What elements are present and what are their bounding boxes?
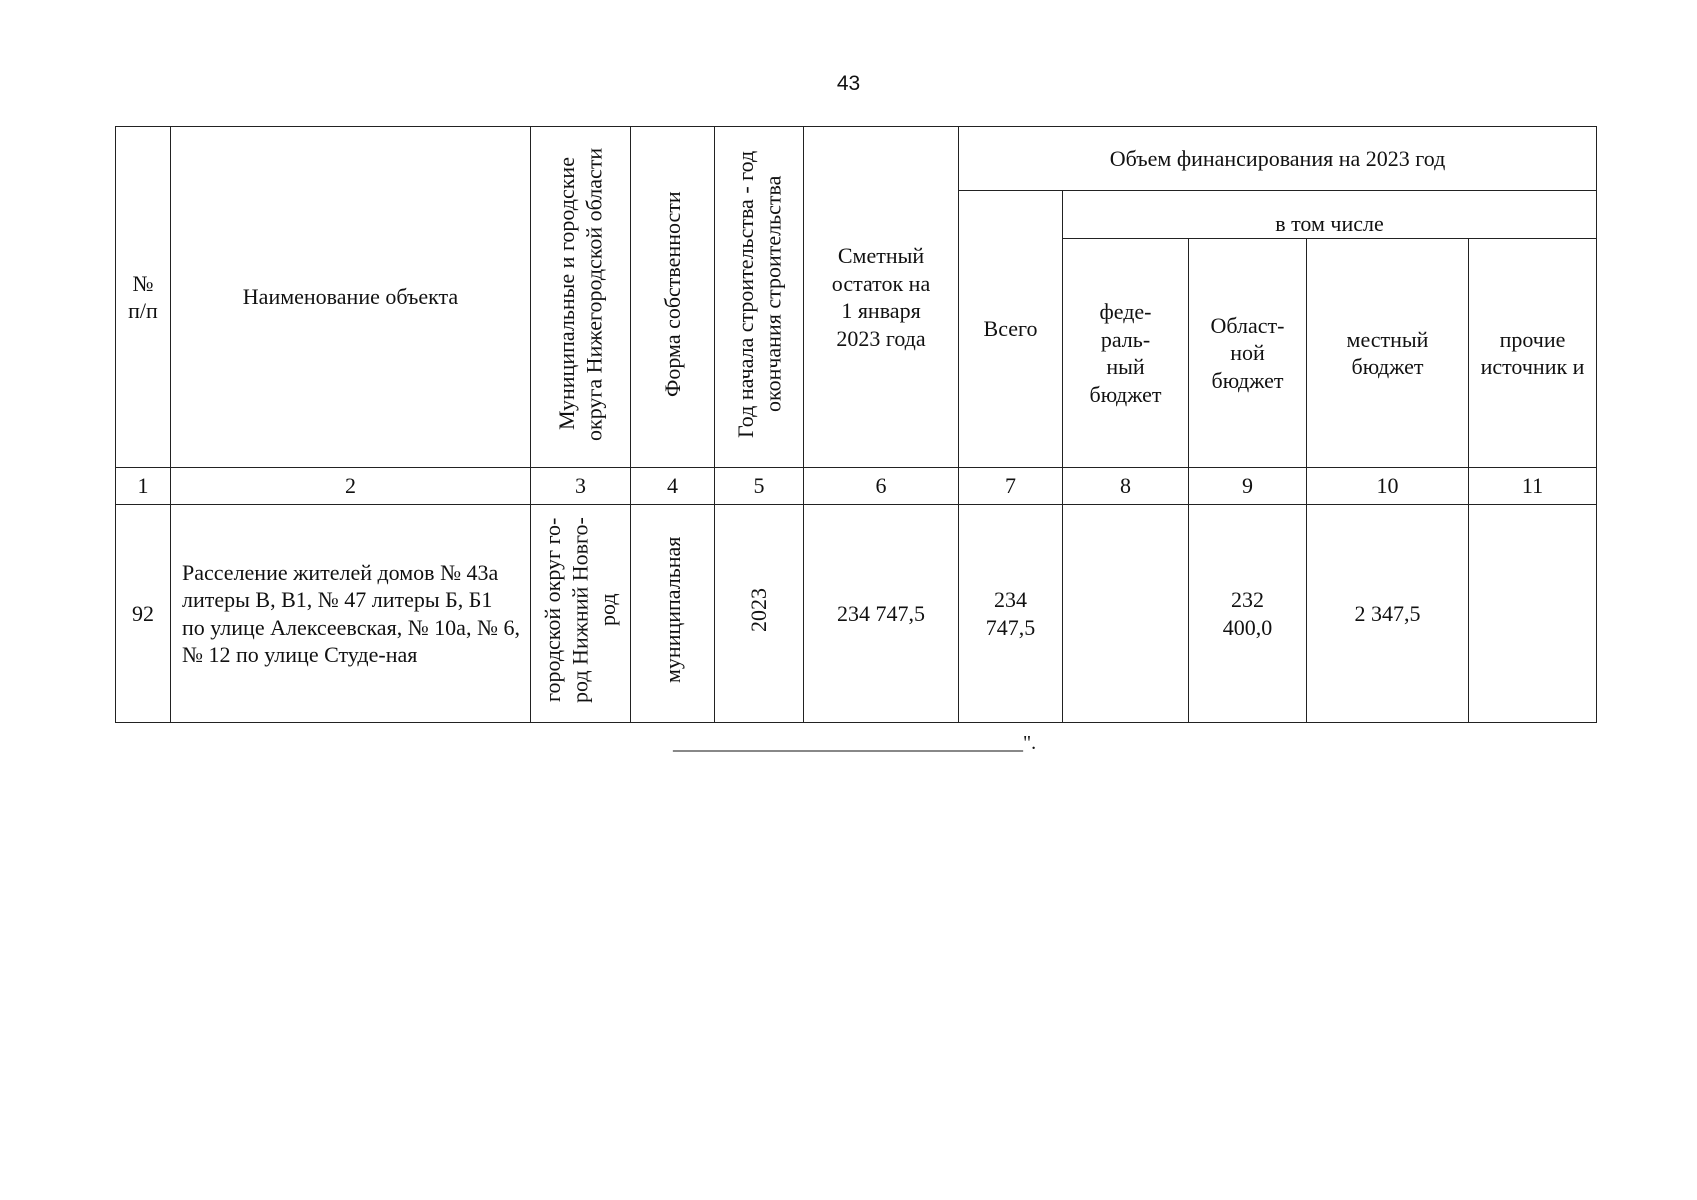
header-municipal-text: Муниципальные и городские округа Нижегородской области [554, 147, 607, 441]
page-number: 43 [836, 72, 861, 95]
row-regional: 232 400,0 [1189, 505, 1307, 723]
col-number-7: 7 [959, 468, 1063, 505]
header-total: Всего [959, 191, 1063, 468]
row-years-text: 2023 [746, 588, 772, 633]
col-number-9: 9 [1189, 468, 1307, 505]
row-ownership-text: муниципальная [659, 537, 685, 684]
header-ownership-text: Форма собственности [659, 190, 685, 397]
header-years [715, 127, 804, 468]
row-balance: 234 747,5 [804, 505, 959, 723]
row-other [1469, 505, 1597, 723]
header-including: в том числе [1063, 191, 1597, 239]
row-municipal-text: городской округ го-род Нижний Новго-род [540, 517, 621, 704]
row-federal [1063, 505, 1189, 723]
col-number-10: 10 [1307, 468, 1469, 505]
row-total: 234 747,5 [959, 505, 1063, 723]
header-federal: феде-раль-ный бюджет [1063, 239, 1189, 468]
col-number-5: 5 [715, 468, 804, 505]
header-ownership [631, 127, 715, 468]
header-funding-group: Объем финансирования на 2023 год [959, 127, 1597, 191]
row-ownership [631, 505, 715, 723]
header-years-text: Год начала строительства - год окончания строительства [732, 150, 785, 438]
col-number-11: 11 [1469, 468, 1597, 505]
col-number-6: 6 [804, 468, 959, 505]
header-other: прочие источник и [1469, 239, 1597, 468]
header-regional: Област-ной бюджет [1189, 239, 1307, 468]
col-number-1: 1 [116, 468, 171, 505]
header-local: местный бюджет [1307, 239, 1469, 468]
row-municipal [531, 505, 631, 723]
header-num: № п/п [116, 127, 171, 468]
row-num: 92 [116, 505, 171, 723]
header-row-1 [116, 127, 1597, 191]
closing-line: ___________________________________". [673, 732, 1037, 754]
col-number-8: 8 [1063, 468, 1189, 505]
row-years [715, 505, 804, 723]
row-name: Расселение жителей домов № 43а литеры В, В1, № 47 литеры Б, Б1 по улице Алексеевская, № 10а, № 6, № 12 по улице Студе-ная [171, 505, 531, 723]
header-name: Наименование объекта [171, 127, 531, 468]
row-local: 2 347,5 [1307, 505, 1469, 723]
header-balance: Сметный остаток на 1 января 2023 года [804, 127, 959, 468]
col-number-3: 3 [531, 468, 631, 505]
column-number-row [116, 468, 1597, 505]
header-municipal [531, 127, 631, 468]
col-number-2: 2 [171, 468, 531, 505]
col-number-4: 4 [631, 468, 715, 505]
financing-table [115, 126, 1597, 723]
table-row [116, 505, 1597, 723]
